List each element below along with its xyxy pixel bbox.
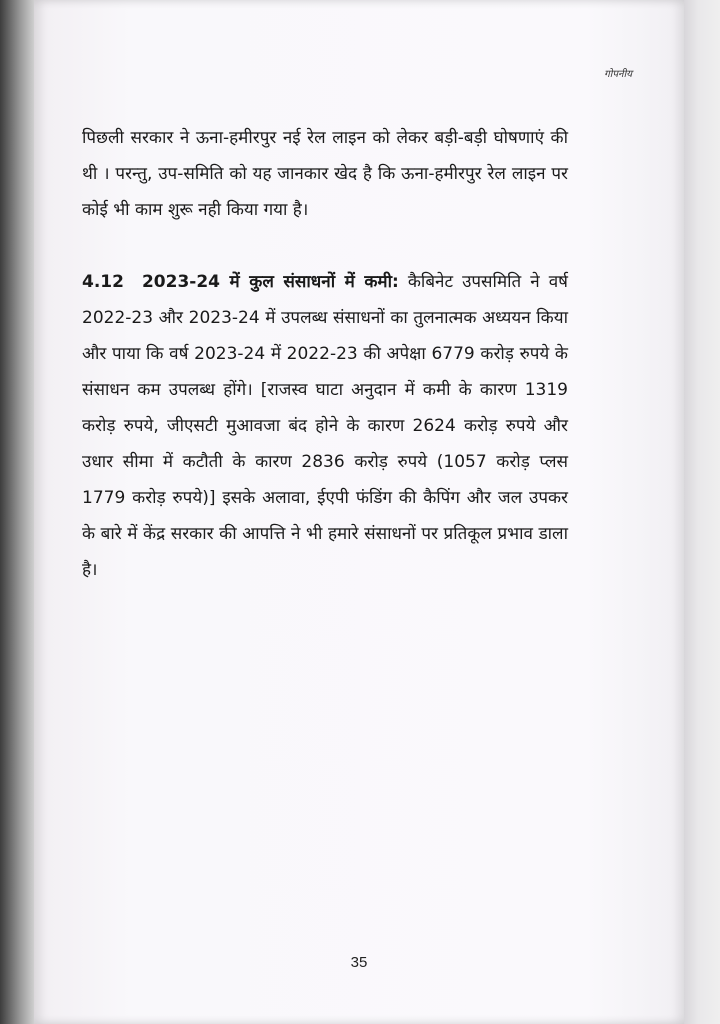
document-page — [34, 0, 684, 1024]
section-title: 2023-24 में कुल संसाधनों में कमी: — [141, 272, 399, 292]
book-spine-shadow — [0, 0, 34, 1024]
page-number: 35 — [350, 954, 368, 971]
page-edge — [684, 0, 720, 1024]
section-number: 4.12 — [82, 272, 124, 292]
paragraph-spacer — [82, 228, 568, 264]
section-text: कैबिनेट उपसमिति ने वर्ष 2022-23 और 2023-24 में उपलब्ध संसाधनों का तुलनात्मक अध्ययन किया और पाया कि वर्ष 2023-24 में 2022-23 की अपेक्षा 6779 करोड़ रुपये के संसाधन कम उपलब्ध होंगे। [राजस्व घाटा अनुदान में कमी के कारण 1319 करोड़ रुपये, जीएसटी मुआवजा बंद होने के कारण 2624 करोड़ रुपये और उधार सीमा में कटौती के कारण 2836 करोड़ रुपये (1057 करोड़ प्लस 1779 करोड़ रुपये)] इसके अलावा, ईएपी फंडिंग की कैपिंग और जल उपकर के बारे में केंद्र सरकार की आपत्ति ने भी हमारे संसाधनों पर प्रतिकूल प्रभाव डाला है। — [82, 272, 569, 580]
paragraph-section-4-12 — [82, 264, 568, 588]
page-body — [82, 120, 568, 588]
confidential-label: गोपनीय — [604, 69, 632, 80]
paragraph-rail-line: पिछली सरकार ने ऊना-हमीरपुर नई रेल लाइन को लेकर बड़ी-बड़ी घोषणाएं की थी । परन्तु, उप-समिति को यह जानकार खेद है कि ऊना-हमीरपुर रेल लाइन पर कोई भी काम शुरू नही किया गया है। — [82, 128, 568, 220]
